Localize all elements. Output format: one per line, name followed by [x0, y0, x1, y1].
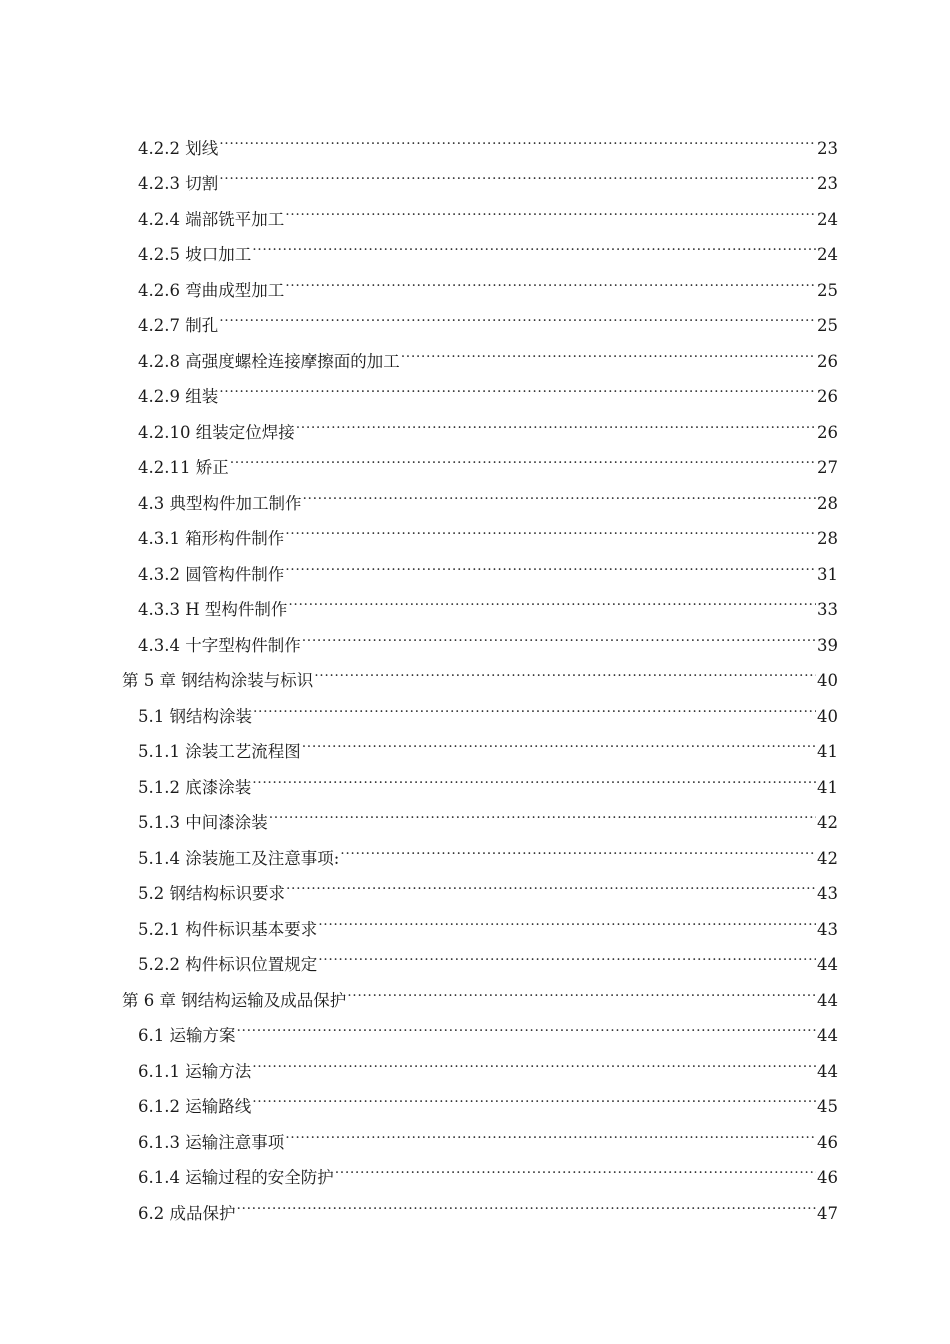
toc-entry-title: 4.2.10 组装定位焊接	[138, 422, 295, 442]
toc-entry-title: 4.3.1 箱形构件制作	[138, 529, 285, 548]
toc-entry-title: 5.1.1 涂装工艺流程图	[138, 742, 301, 761]
toc-entry-title: 4.2.2 划线	[138, 138, 219, 158]
toc-entry-title: 4.2.5 坡口加工	[138, 245, 252, 264]
toc-dot-leader	[237, 1183, 817, 1219]
toc-entry-title: 4.2.3 切割	[138, 174, 219, 193]
toc-entry-page-number: 24	[817, 245, 838, 264]
toc-dot-leader	[314, 651, 816, 687]
toc-entry-title: 4.2.7 制孔	[138, 316, 219, 335]
toc-entry[interactable]	[122, 118, 838, 158]
toc-dot-leader	[285, 189, 816, 225]
toc-dot-leader	[219, 296, 816, 332]
toc-entry-page-number: 25	[817, 280, 838, 300]
toc-dot-leader	[252, 757, 816, 793]
toc-entry-page-number: 44	[817, 990, 838, 1010]
toc-entry-page-number: 46	[817, 1132, 838, 1152]
toc-dot-leader	[269, 793, 816, 829]
toc-dot-leader	[252, 225, 816, 261]
toc-dot-leader	[252, 1041, 816, 1077]
toc-dot-leader	[252, 1077, 816, 1113]
toc-dot-leader	[335, 1148, 816, 1184]
toc-entry-title: 4.2.9 组装	[138, 387, 219, 406]
toc-entry-page-number: 43	[817, 884, 838, 903]
toc-dot-leader	[219, 154, 816, 190]
toc-entry-title: 4.2.4 端部铣平加工	[138, 209, 285, 229]
toc-entry-title: 5.1.2 底漆涂装	[138, 777, 252, 797]
toc-entry-page-number: 44	[817, 955, 838, 974]
toc-entry[interactable]	[122, 402, 838, 442]
toc-entry[interactable]	[122, 331, 838, 371]
toc-entry-title: 5.1.3 中间漆涂装	[138, 813, 268, 832]
toc-dot-leader	[296, 402, 816, 438]
toc-entry-page-number: 45	[817, 1097, 838, 1116]
toc-dot-leader	[302, 722, 816, 758]
toc-dot-leader	[285, 1112, 816, 1148]
toc-entry-page-number: 26	[817, 387, 838, 406]
toc-entry[interactable]	[122, 154, 838, 193]
toc-dot-leader	[340, 828, 816, 864]
toc-entry-page-number: 39	[817, 635, 838, 655]
toc-entry-title: 4.2.6 弯曲成型加工	[138, 280, 285, 300]
toc-entry-title: 4.2.8 高强度螺栓连接摩擦面的加工	[138, 351, 400, 371]
toc-dot-leader	[219, 118, 816, 154]
toc-dot-leader	[219, 367, 816, 403]
toc-entry[interactable]	[122, 438, 838, 477]
toc-entry-page-number: 23	[817, 174, 838, 193]
toc-entry-page-number: 40	[817, 706, 838, 726]
toc-entry-page-number: 26	[817, 351, 838, 371]
toc-entry-page-number: 27	[817, 458, 838, 477]
toc-entry-page-number: 28	[817, 529, 838, 548]
toc-entry-page-number: 23	[817, 138, 838, 158]
toc-entry-page-number: 44	[817, 1026, 838, 1045]
toc-entry-title: 4.3.2 圆管构件制作	[138, 564, 285, 584]
toc-entry-page-number: 44	[817, 1061, 838, 1081]
toc-dot-leader	[288, 580, 816, 616]
toc-entry-page-number: 47	[817, 1203, 838, 1223]
toc-entry[interactable]	[122, 367, 838, 406]
toc-entry-title: 第 5 章 钢结构涂装与标识	[122, 671, 314, 690]
toc-dot-leader	[286, 864, 816, 900]
toc-entry-title: 5.1 钢结构涂装	[138, 706, 252, 726]
toc-entry-title: 4.3.3 H 型构件制作	[138, 600, 288, 619]
toc-entry[interactable]	[122, 296, 838, 335]
toc-entry-title: 5.2 钢结构标识要求	[138, 884, 285, 903]
toc-dot-leader	[401, 331, 816, 367]
toc-entry-title: 5.2.1 构件标识基本要求	[138, 919, 318, 939]
toc-dot-leader	[318, 935, 816, 971]
toc-dot-leader	[285, 544, 816, 580]
toc-entry-title: 6.1.3 运输注意事项	[138, 1132, 285, 1152]
toc-dot-leader	[285, 260, 816, 296]
toc-dot-leader	[318, 899, 816, 935]
toc-entry-page-number: 24	[817, 209, 838, 229]
toc-dot-leader	[237, 1006, 817, 1042]
table-of-contents	[122, 118, 838, 1223]
toc-entry-page-number: 42	[817, 848, 838, 868]
toc-entry-title: 6.1.1 运输方法	[138, 1061, 252, 1081]
toc-entry-page-number: 42	[817, 813, 838, 832]
toc-entry-page-number: 43	[817, 919, 838, 939]
toc-entry-page-number: 41	[817, 777, 838, 797]
toc-dot-leader	[253, 686, 816, 722]
toc-entry-page-number: 28	[817, 493, 838, 513]
toc-entry-page-number: 31	[817, 564, 838, 584]
toc-entry-title: 5.1.4 涂装施工及注意事项:	[138, 848, 340, 868]
toc-entry-page-number: 33	[817, 600, 838, 619]
toc-entry-title: 4.2.11 矫正	[138, 458, 229, 477]
toc-dot-leader	[230, 438, 816, 474]
toc-entry-title: 6.2 成品保护	[138, 1203, 236, 1223]
toc-entry-page-number: 40	[817, 671, 838, 690]
toc-entry-page-number: 26	[817, 422, 838, 442]
toc-entry-page-number: 25	[817, 316, 838, 335]
toc-entry[interactable]	[122, 189, 838, 229]
toc-entry-title: 第 6 章 钢结构运输及成品保护	[122, 990, 347, 1010]
toc-entry-title: 4.3.4 十字型构件制作	[138, 635, 301, 655]
toc-entry-title: 5.2.2 构件标识位置规定	[138, 955, 318, 974]
toc-dot-leader	[302, 615, 816, 651]
toc-dot-leader	[303, 473, 817, 509]
toc-dot-leader	[285, 509, 816, 545]
toc-entry-title: 4.3 典型构件加工制作	[138, 493, 302, 513]
toc-entry-title: 6.1 运输方案	[138, 1026, 236, 1045]
toc-entry-page-number: 41	[817, 742, 838, 761]
toc-entry[interactable]	[122, 473, 838, 513]
toc-entry-title: 6.1.2 运输路线	[138, 1097, 252, 1116]
toc-dot-leader	[347, 970, 816, 1006]
toc-entry-title: 6.1.4 运输过程的安全防护	[138, 1168, 334, 1187]
toc-entry-page-number: 46	[817, 1168, 838, 1187]
